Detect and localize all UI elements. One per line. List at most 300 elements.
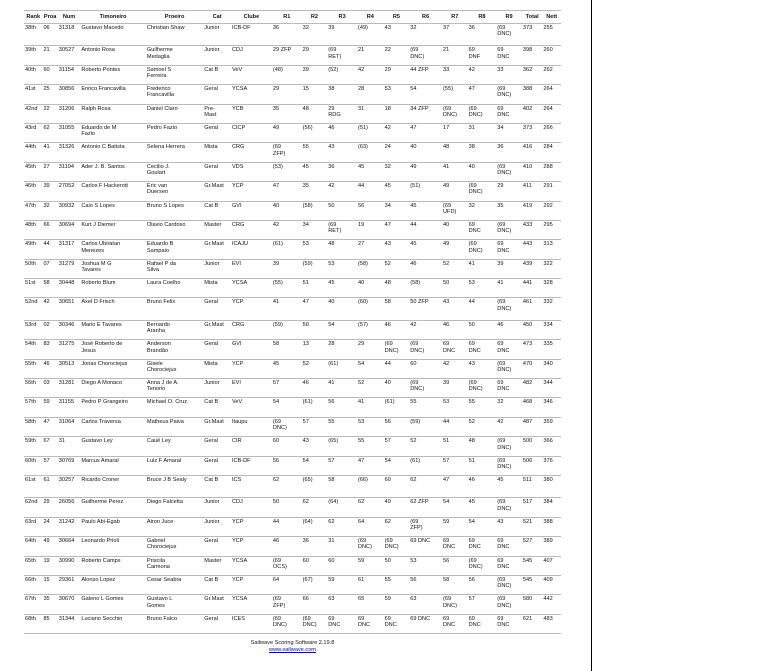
table-cell: (65) — [327, 437, 357, 456]
table-cell: 30664 — [58, 537, 81, 556]
column-header: R1 — [272, 11, 302, 24]
table-cell: 59 — [442, 517, 468, 536]
table-cell: 31318 — [58, 24, 81, 46]
table-cell: Paulo Abi-Egab — [80, 517, 146, 536]
table-cell: (69 DNC) — [496, 595, 522, 614]
table-cell: 42 — [409, 320, 442, 339]
table-cell: 37 — [442, 24, 468, 46]
table-cell: 373 — [522, 123, 542, 142]
table-cell: 49 — [42, 537, 57, 556]
sailwave-link[interactable]: www.sailwave.com — [269, 647, 316, 653]
table-cell: 46 — [327, 123, 357, 142]
table-cell: 29361 — [58, 575, 81, 594]
table-cell: 54th — [24, 340, 42, 359]
table-cell: 55 — [327, 417, 357, 436]
table-cell: 54 — [272, 398, 302, 417]
table-row — [24, 320, 561, 339]
column-header: R8 — [468, 11, 497, 24]
table-cell: 22 — [42, 104, 57, 123]
table-cell: 69 DNC — [496, 556, 522, 575]
table-cell: 52 — [302, 359, 328, 378]
table-cell: 295 — [542, 220, 561, 239]
table-cell: 483 — [542, 614, 561, 633]
table-cell: 55 — [409, 398, 442, 417]
table-cell: 433 — [522, 220, 542, 239]
table-cell: 41 — [357, 398, 384, 417]
table-cell: (51) — [409, 182, 442, 201]
table-cell: 58 — [272, 340, 302, 359]
table-cell: 67 — [42, 437, 57, 456]
table-cell: 53 — [384, 85, 410, 104]
table-cell: 18 — [384, 104, 410, 123]
table-cell: 21 — [442, 46, 468, 65]
table-cell: GVI — [231, 201, 272, 220]
table-cell: 62 ZFP — [409, 498, 442, 517]
table-cell: 264 — [542, 104, 561, 123]
table-cell: 56 — [384, 417, 410, 436]
table-cell: 42 — [357, 65, 384, 84]
table-cell: 63rd — [24, 517, 42, 536]
table-cell: YCB — [231, 104, 272, 123]
table-cell: Junior — [203, 379, 231, 398]
table-cell: (65) — [302, 475, 328, 497]
table-cell: Matheus Paiva — [146, 417, 203, 436]
table-cell: (61) — [327, 359, 357, 378]
table-cell: 56 — [409, 575, 442, 594]
table-cell: 31064 — [58, 417, 81, 436]
table-cell: 46 — [496, 320, 522, 339]
table-cell: Gr.Mast — [203, 595, 231, 614]
table-cell: 54 — [409, 85, 442, 104]
table-cell: ICAJU — [231, 240, 272, 259]
table-cell: 53 — [409, 556, 442, 575]
table-cell: 31 — [468, 123, 497, 142]
column-header: Num — [58, 11, 81, 24]
table-cell: 292 — [542, 201, 561, 220]
table-cell: 44 — [468, 298, 497, 320]
table-cell: Cat B — [203, 475, 231, 497]
table-cell: YCP — [231, 537, 272, 556]
table-cell: 54 — [468, 517, 497, 536]
table-cell: 45 — [272, 359, 302, 378]
table-cell: Mista — [203, 359, 231, 378]
table-cell: 332 — [542, 298, 561, 320]
table-cell: (53) — [272, 162, 302, 181]
table-cell: Gr.Mast — [203, 320, 231, 339]
table-cell: Geral — [203, 614, 231, 633]
table-cell: (58) — [409, 279, 442, 298]
table-cell: 45 — [409, 201, 442, 220]
table-cell: 58th — [24, 417, 42, 436]
table-cell: 56 — [468, 575, 497, 594]
table-cell: 51 — [302, 279, 328, 298]
table-cell: 54 — [357, 359, 384, 378]
table-cell: 450 — [522, 320, 542, 339]
table-cell: 31326 — [58, 143, 81, 162]
table-cell: Rafael P da Silva — [146, 259, 203, 278]
table-cell: 31279 — [58, 259, 81, 278]
table-cell: Carlos F Hackerott — [80, 182, 146, 201]
software-credit: Sailwave Scoring Software 2.19.8 — [250, 640, 335, 646]
table-cell: 22 — [384, 46, 410, 65]
table-cell: 335 — [542, 340, 561, 359]
table-cell: Antonio C Batista — [80, 143, 146, 162]
table-cell: 291 — [542, 182, 561, 201]
table-cell: 43 — [384, 24, 410, 46]
table-cell: 58 — [42, 279, 57, 298]
table-cell: 48 — [442, 143, 468, 162]
table-cell: 44 — [409, 220, 442, 239]
table-cell: 46 — [409, 259, 442, 278]
table-cell: 69 DNC — [468, 614, 497, 633]
table-cell: 27 — [42, 162, 57, 181]
table-cell: Junior — [203, 517, 231, 536]
results-body — [24, 24, 561, 634]
table-cell: 511 — [522, 475, 542, 497]
table-cell: 31344 — [58, 614, 81, 633]
table-cell: ICB-DF — [231, 456, 272, 475]
table-cell: Eric van Duersen — [146, 182, 203, 201]
page-edge-line — [591, 0, 592, 671]
table-cell: Itaupu — [231, 417, 272, 436]
table-row — [24, 437, 561, 456]
table-row — [24, 517, 561, 536]
table-cell: Cat B — [203, 65, 231, 84]
table-row — [24, 46, 561, 65]
table-cell: 57th — [24, 398, 42, 417]
table-cell: 260 — [542, 46, 561, 65]
table-cell: 34 ZFP — [409, 104, 442, 123]
table-cell: 63 — [327, 595, 357, 614]
table-row — [24, 537, 561, 556]
table-cell: 62 — [384, 517, 410, 536]
table-cell: (69 ZFP) — [272, 595, 302, 614]
table-cell: 29 — [384, 65, 410, 84]
table-cell: 30651 — [58, 298, 81, 320]
table-cell: 69 DNC — [496, 340, 522, 359]
table-cell: Junior — [203, 24, 231, 46]
table-cell: Geral — [203, 340, 231, 359]
table-cell: 45 — [327, 279, 357, 298]
table-cell: (69 DNC) — [442, 595, 468, 614]
table-cell: Cat B — [203, 575, 231, 594]
table-cell: 69 DNC — [357, 614, 384, 633]
table-cell: 27052 — [58, 182, 81, 201]
table-cell: (56) — [302, 123, 328, 142]
header-row — [24, 11, 561, 24]
table-cell: (69 UFD) — [442, 201, 468, 220]
table-cell: 30346 — [58, 320, 81, 339]
table-cell: Roberto Pontes — [80, 65, 146, 84]
table-cell: Gustavo Ley — [80, 437, 146, 456]
table-cell: 29 — [42, 498, 57, 517]
table-cell: Mario E Tavares — [80, 320, 146, 339]
table-cell: 34 — [496, 123, 522, 142]
table-cell: 83 — [42, 340, 57, 359]
table-cell: 26056 — [58, 498, 81, 517]
table-cell: Diego A Monaco — [80, 379, 146, 398]
table-cell: 42 — [442, 359, 468, 378]
table-cell: 266 — [542, 123, 561, 142]
table-cell: 29 — [272, 85, 302, 104]
table-row — [24, 24, 561, 46]
table-cell: Bruno Felix — [146, 298, 203, 320]
table-cell: (69 DNC) — [468, 240, 497, 259]
table-cell: 29 ZFP — [272, 46, 302, 65]
table-cell: Carlos Traversa — [80, 417, 146, 436]
table-cell: 50 — [327, 201, 357, 220]
table-cell: VDS — [231, 162, 272, 181]
table-cell: 53 — [327, 259, 357, 278]
table-cell: 49th — [24, 240, 42, 259]
table-cell: 521 — [522, 517, 542, 536]
column-header: R2 — [302, 11, 328, 24]
table-cell: Pedro P Grangeiro — [80, 398, 146, 417]
table-cell: 30257 — [58, 475, 81, 497]
table-cell: CRG — [231, 220, 272, 239]
table-cell: Gr.Mast — [203, 240, 231, 259]
table-cell: 50 — [442, 279, 468, 298]
table-cell: 17 — [442, 123, 468, 142]
table-cell: 58 — [442, 575, 468, 594]
table-cell: 52 — [442, 259, 468, 278]
table-cell: 53 — [357, 417, 384, 436]
table-cell: 42 — [327, 182, 357, 201]
table-cell: 468 — [522, 398, 542, 417]
table-row — [24, 298, 561, 320]
table-cell: 69 DNC — [442, 340, 468, 359]
table-cell: 40th — [24, 65, 42, 84]
table-cell: 13 — [302, 340, 328, 359]
table-cell: (55) — [442, 85, 468, 104]
table-cell: 409 — [542, 575, 561, 594]
table-row — [24, 259, 561, 278]
table-cell: (69 DNC) — [496, 85, 522, 104]
table-cell: Geral — [203, 162, 231, 181]
table-cell: 49 — [272, 123, 302, 142]
table-row — [24, 556, 561, 575]
table-cell: Geral — [203, 123, 231, 142]
table-cell: 40 — [468, 162, 497, 181]
table-cell: 56th — [24, 379, 42, 398]
table-cell: 21 — [357, 46, 384, 65]
table-cell: 46th — [24, 182, 42, 201]
table-cell: 45 — [496, 475, 522, 497]
table-cell: 506 — [522, 456, 542, 475]
table-cell: (52) — [327, 65, 357, 84]
table-cell: 57 — [468, 595, 497, 614]
table-cell: 40 — [272, 201, 302, 220]
table-row — [24, 359, 561, 378]
table-cell: Junior — [203, 259, 231, 278]
table-row — [24, 162, 561, 181]
table-cell: (55) — [272, 279, 302, 298]
table-cell: 35 — [272, 104, 302, 123]
table-cell: 21 — [42, 46, 57, 65]
table-cell: Joshua M G Tavares — [80, 259, 146, 278]
table-cell: 410 — [522, 162, 542, 181]
table-cell: 64 — [272, 575, 302, 594]
table-cell: Geral — [203, 437, 231, 456]
table-cell: 59 — [384, 595, 410, 614]
table-cell: 62 — [302, 498, 328, 517]
table-cell: 31242 — [58, 517, 81, 536]
table-cell: (69 DNC) — [496, 498, 522, 517]
table-cell: (58) — [302, 201, 328, 220]
table-cell: 35 — [496, 201, 522, 220]
table-cell: 41 — [496, 279, 522, 298]
table-cell: (69 DNC) — [496, 456, 522, 475]
table-cell: 44th — [24, 143, 42, 162]
table-cell: (48) — [272, 65, 302, 84]
table-cell: 39th — [24, 46, 42, 65]
table-cell: Roberto Blum — [80, 279, 146, 298]
table-cell: 52 — [409, 437, 442, 456]
table-cell: GVI — [231, 340, 272, 359]
table-cell: 47th — [24, 201, 42, 220]
table-cell: 40 — [327, 298, 357, 320]
table-cell: Mista — [203, 143, 231, 162]
table-cell: (61) — [384, 398, 410, 417]
table-cell: 44 — [357, 182, 384, 201]
table-cell: (69 DNC) — [272, 417, 302, 436]
table-cell: 322 — [542, 259, 561, 278]
table-cell: 39 — [272, 259, 302, 278]
table-cell: 28 — [357, 85, 384, 104]
table-cell: (69 OCS) — [272, 556, 302, 575]
table-cell: 362 — [522, 65, 542, 84]
table-cell: 33 — [496, 65, 522, 84]
table-cell: 50 — [384, 556, 410, 575]
table-cell: (69 DNC) — [409, 46, 442, 65]
table-cell: 36 — [468, 24, 497, 46]
column-header: R9 — [496, 11, 522, 24]
table-cell: 62 — [42, 123, 57, 142]
table-cell: 46 — [272, 537, 302, 556]
table-cell: 419 — [522, 201, 542, 220]
table-cell: 40 — [442, 220, 468, 239]
column-header: R4 — [357, 11, 384, 24]
table-row — [24, 201, 561, 220]
table-cell: (61) — [272, 240, 302, 259]
table-cell: 32 — [468, 201, 497, 220]
table-cell: Junior — [203, 46, 231, 65]
column-header: Rank — [24, 11, 42, 24]
table-cell: Guilherme Perez — [80, 498, 146, 517]
table-cell: 24 — [384, 143, 410, 162]
table-cell: Olavio Cardoso — [146, 220, 203, 239]
table-cell: 39 — [496, 259, 522, 278]
table-cell: CIR — [231, 437, 272, 456]
table-cell: (64) — [302, 517, 328, 536]
table-cell: 64 — [357, 517, 384, 536]
table-cell: 42 — [272, 220, 302, 239]
column-header: Total — [522, 11, 542, 24]
table-cell: (69 ZFP) — [272, 143, 302, 162]
table-cell: YCSA — [231, 595, 272, 614]
table-cell: 69 DNC — [496, 379, 522, 398]
table-row — [24, 182, 561, 201]
table-cell: 402 — [522, 104, 542, 123]
table-cell: 48 — [302, 104, 328, 123]
table-cell: Master — [203, 220, 231, 239]
table-cell: 388 — [522, 85, 542, 104]
table-cell: Anna J de A. Tenorio — [146, 379, 203, 398]
table-cell: Luiz F Amaral — [146, 456, 203, 475]
table-cell: 262 — [542, 65, 561, 84]
table-cell: 69 DNC — [442, 614, 468, 633]
table-row — [24, 340, 561, 359]
table-cell: (69 DNC) — [302, 614, 328, 633]
table-cell: (69 DNC) — [496, 298, 522, 320]
table-cell: Carlos Ubiratan Menezes — [80, 240, 146, 259]
table-cell: 50 ZFP — [409, 298, 442, 320]
table-cell: 53rd — [24, 320, 42, 339]
table-cell: (59) — [409, 417, 442, 436]
table-cell: YCP — [231, 575, 272, 594]
table-cell: 60 — [409, 359, 442, 378]
column-header: R5 — [384, 11, 410, 24]
table-cell: 66 — [42, 220, 57, 239]
table-cell: 02 — [42, 320, 57, 339]
table-cell: (69 RET) — [327, 46, 357, 65]
table-cell: 59 — [357, 556, 384, 575]
table-cell: 44 — [42, 240, 57, 259]
table-cell: 44 ZFP — [409, 65, 442, 84]
table-cell: 39 — [327, 24, 357, 46]
table-cell: 57 — [442, 456, 468, 475]
table-cell: 54 — [384, 456, 410, 475]
table-cell: (69 DNC) — [496, 359, 522, 378]
table-cell: 69 DNC — [409, 537, 442, 556]
table-cell: 19 — [42, 556, 57, 575]
table-cell: 442 — [542, 595, 561, 614]
table-cell: 58 — [384, 298, 410, 320]
table-cell: 69 DNC — [468, 537, 497, 556]
table-cell: 57 — [327, 456, 357, 475]
table-cell: Galeno L Gomes — [80, 595, 146, 614]
table-cell: Anderson Brandão — [146, 340, 203, 359]
table-cell: 47 — [468, 85, 497, 104]
table-cell: (69 DNC) — [409, 340, 442, 359]
table-cell: 443 — [522, 240, 542, 259]
table-cell: 48th — [24, 220, 42, 239]
table-cell: 29 — [496, 182, 522, 201]
table-cell: Priscila Carmona — [146, 556, 203, 575]
table-cell: 15 — [302, 85, 328, 104]
table-cell: 15 — [42, 575, 57, 594]
table-cell: 30856 — [58, 85, 81, 104]
table-cell: 56 — [327, 398, 357, 417]
table-row — [24, 575, 561, 594]
table-cell: (59) — [302, 259, 328, 278]
table-cell: CDJ — [231, 498, 272, 517]
table-cell: 441 — [522, 279, 542, 298]
table-cell: Daniel Claro — [146, 104, 203, 123]
table-cell: (61) — [302, 398, 328, 417]
table-cell: 53 — [468, 279, 497, 298]
table-cell: Cauê Ley — [146, 437, 203, 456]
table-cell: CICP — [231, 123, 272, 142]
table-cell: 344 — [542, 379, 561, 398]
table-cell: (69 DNC) — [468, 556, 497, 575]
table-cell: 62 — [357, 498, 384, 517]
table-cell: 384 — [542, 498, 561, 517]
table-cell: 31155 — [58, 398, 81, 417]
table-cell: 53 — [302, 240, 328, 259]
table-cell: 63 — [409, 595, 442, 614]
table-cell: 39 — [42, 182, 57, 201]
